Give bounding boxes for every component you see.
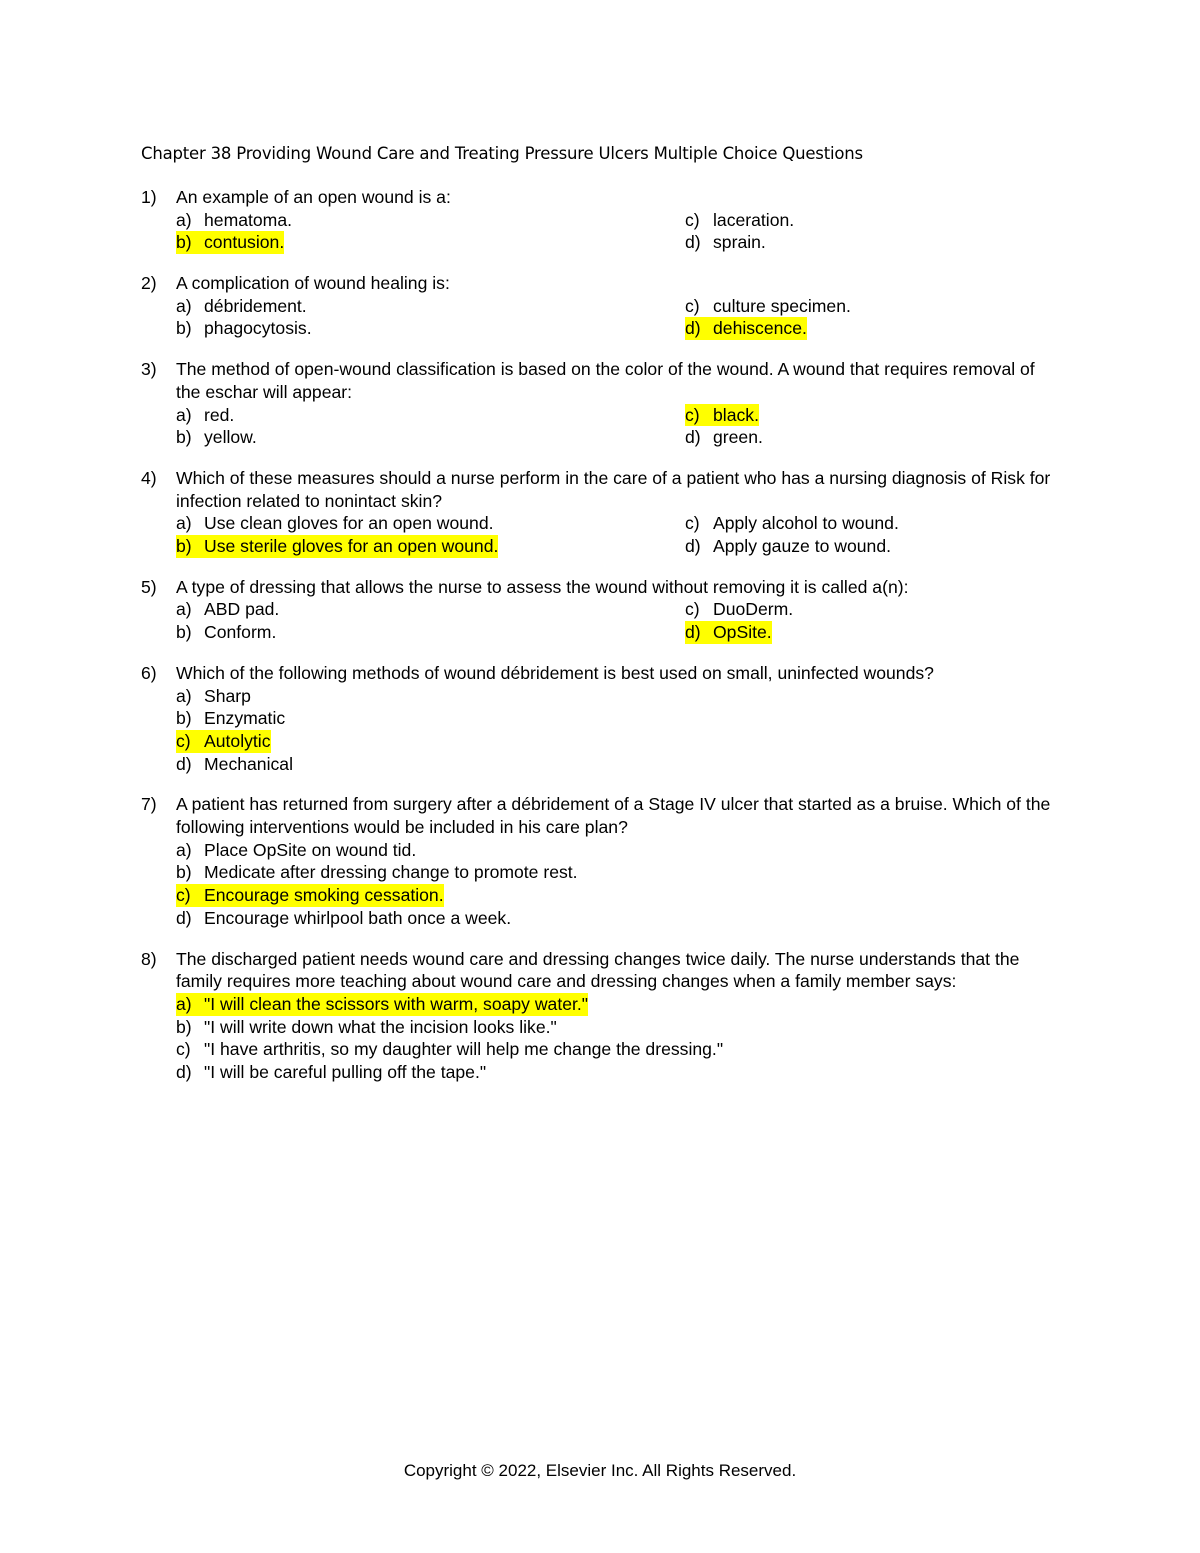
choice-letter: d) — [176, 1062, 192, 1083]
choice-b — [176, 317, 685, 340]
choice-text: Mechanical — [204, 753, 293, 774]
choice-d — [176, 753, 1061, 776]
question-number: 3) — [141, 359, 157, 380]
choice-letter: b) — [176, 862, 192, 883]
choice-letter: c) — [176, 730, 191, 751]
choice-text: OpSite. — [713, 622, 772, 643]
question-text: The method of open-wound classification is based on the color of the wound. A wound that requires removal of the eschar will appear: — [176, 359, 1035, 402]
choice-letter: d) — [685, 232, 701, 253]
choice-text: Encourage whirlpool bath once a week. — [204, 907, 512, 928]
choice-letter: c) — [685, 404, 700, 425]
choice-text: "I have arthritis, so my daughter will help me change the dressing." — [204, 1039, 724, 1060]
choice-letter: a) — [176, 839, 192, 860]
choice-a — [176, 404, 685, 427]
choice-d — [685, 426, 1045, 449]
choice-d — [176, 907, 1061, 930]
choice-c-highlighted — [685, 404, 1045, 427]
question-text: Which of these measures should a nurse perform in the care of a patient who has a nursing diagnosis of Risk for infection related to nonintact skin? — [176, 467, 1051, 511]
choice-text: DuoDerm. — [713, 599, 794, 620]
question-6 — [141, 662, 1061, 776]
question-2 — [141, 272, 1061, 340]
choice-letter: a) — [176, 295, 192, 316]
choice-text: black. — [713, 404, 759, 425]
choice-a — [176, 839, 1061, 862]
choice-text: Apply gauze to wound. — [713, 536, 892, 557]
choice-letter: a) — [176, 599, 192, 620]
choice-letter: d) — [685, 318, 701, 339]
choice-letter: a) — [176, 685, 192, 706]
choice-text: "I will write down what the incision looks like." — [204, 1016, 557, 1037]
page-title: Chapter 38 Providing Wound Care and Treating Pressure Ulcers Multiple Choice Questions — [141, 144, 863, 163]
choice-a-highlighted — [176, 993, 1061, 1016]
choice-list — [176, 512, 1061, 557]
choice-a — [176, 295, 685, 318]
choice-letter: b) — [176, 232, 192, 253]
choice-letter: a) — [176, 993, 192, 1014]
question-number: 6) — [141, 662, 157, 683]
question-text: A patient has returned from surgery after a débridement of a Stage IV ulcer that started as a bruise. Which of the following interventions would be included in his care plan? — [176, 794, 1051, 838]
choice-d-highlighted — [685, 317, 1045, 340]
choice-text: laceration. — [713, 209, 795, 230]
choice-letter: d) — [685, 622, 701, 643]
choice-text: débridement. — [204, 295, 307, 316]
choice-letter: c) — [685, 295, 700, 316]
choice-text: Autolytic — [204, 730, 271, 751]
choice-b — [176, 621, 685, 644]
choice-text: "I will be careful pulling off the tape." — [204, 1062, 487, 1083]
choice-letter: d) — [176, 907, 192, 928]
choice-c — [685, 512, 1045, 535]
choice-c — [685, 295, 1045, 318]
choice-text: "I will clean the scissors with warm, soapy water." — [204, 993, 589, 1014]
question-3 — [141, 358, 1061, 449]
choice-letter: b) — [176, 708, 192, 729]
choice-letter: c) — [685, 599, 700, 620]
choice-list — [176, 209, 1061, 254]
choice-text: phagocytosis. — [204, 318, 312, 339]
question-8 — [141, 948, 1061, 1084]
question-text: A type of dressing that allows the nurse to assess the wound without removing it is called a(n): — [176, 576, 909, 597]
choice-b — [176, 707, 1061, 730]
choice-d — [685, 535, 1045, 558]
choice-text: Encourage smoking cessation. — [204, 885, 444, 906]
choice-b-highlighted — [176, 535, 685, 558]
question-number: 7) — [141, 794, 157, 815]
question-number: 2) — [141, 273, 157, 294]
choice-letter: b) — [176, 536, 192, 557]
choice-text: Sharp — [204, 685, 251, 706]
copyright-footer: Copyright © 2022, Elsevier Inc. All Rights Reserved. — [403, 1461, 797, 1480]
choice-list — [176, 685, 1061, 776]
choice-d — [176, 1061, 1061, 1084]
choice-text: Enzymatic — [204, 708, 286, 729]
choice-letter: b) — [176, 318, 192, 339]
choice-text: hematoma. — [204, 209, 293, 230]
choice-d — [685, 231, 1045, 254]
choice-letter: c) — [685, 209, 700, 230]
choice-text: Conform. — [204, 622, 277, 643]
choice-text: red. — [204, 404, 235, 425]
choice-text: sprain. — [713, 232, 766, 253]
question-number: 8) — [141, 948, 157, 969]
choice-text: yellow. — [204, 427, 257, 448]
choice-letter: a) — [176, 209, 192, 230]
choice-letter: b) — [176, 1016, 192, 1037]
choice-a — [176, 209, 685, 232]
choice-b-highlighted — [176, 231, 685, 254]
choice-text: green. — [713, 427, 763, 448]
question-number: 5) — [141, 576, 157, 597]
choice-c — [685, 209, 1045, 232]
choice-text: ABD pad. — [204, 599, 280, 620]
choice-text: Medicate after dressing change to promote rest. — [204, 862, 578, 883]
choice-list — [176, 598, 1061, 643]
choice-letter: c) — [685, 513, 700, 534]
choice-text: culture specimen. — [713, 295, 851, 316]
question-list — [141, 186, 1061, 1102]
choice-text: contusion. — [204, 232, 285, 253]
choice-list — [176, 295, 1061, 340]
choice-c-highlighted — [176, 884, 1061, 907]
choice-b — [176, 426, 685, 449]
choice-list — [176, 404, 1061, 449]
choice-letter: d) — [176, 753, 192, 774]
question-text: A complication of wound healing is: — [176, 273, 450, 294]
choice-letter: a) — [176, 404, 192, 425]
choice-a — [176, 598, 685, 621]
choice-c — [176, 1038, 1061, 1061]
question-text: An example of an open wound is a: — [176, 187, 451, 207]
choice-letter: a) — [176, 513, 192, 534]
choice-text: Use sterile gloves for an open wound. — [204, 536, 499, 557]
choice-b — [176, 861, 1061, 884]
choice-text: dehiscence. — [713, 318, 807, 339]
choice-c — [685, 598, 1045, 621]
choice-letter: c) — [176, 885, 191, 906]
choice-letter: c) — [176, 1039, 191, 1060]
choice-list — [176, 993, 1061, 1084]
choice-c-highlighted — [176, 730, 1061, 753]
question-number: 1) — [141, 187, 157, 207]
choice-text: Place OpSite on wound tid. — [204, 839, 417, 860]
choice-letter: b) — [176, 622, 192, 643]
question-5 — [141, 576, 1061, 644]
choice-letter: d) — [685, 536, 701, 557]
choice-list — [176, 839, 1061, 930]
question-number: 4) — [141, 467, 157, 488]
choice-text: Use clean gloves for an open wound. — [204, 513, 494, 534]
question-1 — [141, 186, 1061, 254]
question-4 — [141, 467, 1061, 558]
choice-text: Apply alcohol to wound. — [713, 513, 899, 534]
question-7 — [141, 793, 1061, 929]
choice-a — [176, 685, 1061, 708]
question-text: Which of the following methods of wound débridement is best used on small, uninfected wounds? — [176, 662, 934, 683]
choice-letter: b) — [176, 427, 192, 448]
choice-d-highlighted — [685, 621, 1045, 644]
choice-letter: d) — [685, 427, 701, 448]
question-text: The discharged patient needs wound care and dressing changes twice daily. The nurse understands that the family requires more teaching about wound care and dressing changes when a family member says: — [176, 948, 1020, 992]
choice-b — [176, 1016, 1061, 1039]
choice-a — [176, 512, 685, 535]
